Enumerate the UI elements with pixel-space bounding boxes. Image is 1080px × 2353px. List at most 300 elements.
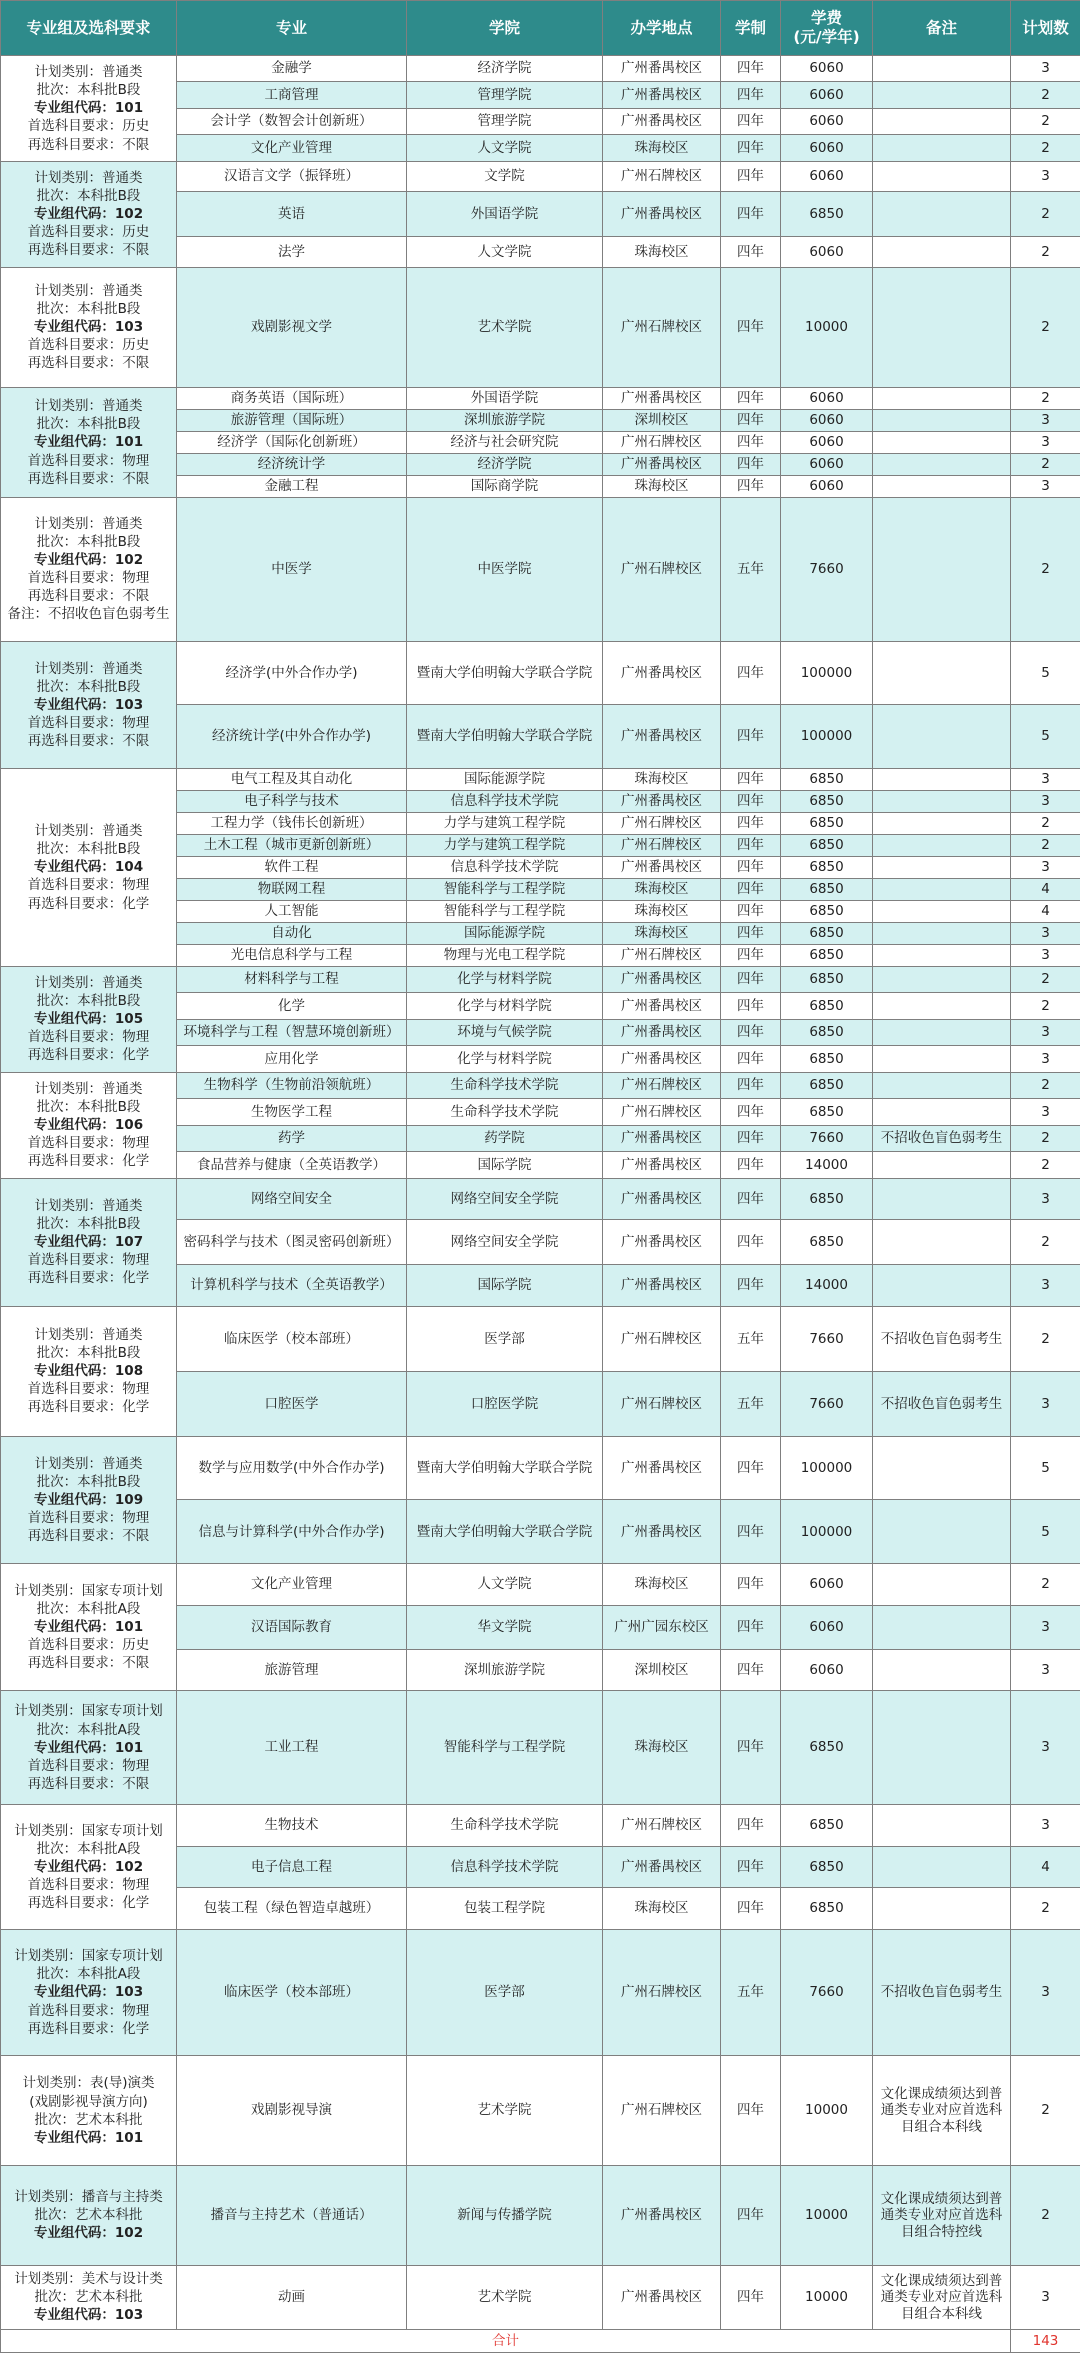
group-code: 专业组代码：108 [33,1363,144,1380]
cell-note [873,900,1011,922]
cell-college: 人文学院 [407,135,603,161]
group-requirements [1,1436,177,1563]
cell-major: 旅游管理（国际班） [177,410,407,432]
group-requirement-line: 计划类别：普通类 [34,169,143,186]
cell-note [873,705,1011,769]
cell-campus: 广州番禺校区 [603,454,721,476]
cell-campus: 广州番禺校区 [603,1125,721,1151]
group-requirement-line: 首选科目要求：历史 [27,118,150,135]
cell-duration: 四年 [721,812,781,834]
cell-note [873,82,1011,108]
cell-fee: 6060 [781,410,873,432]
cell-campus: 广州番禺校区 [603,705,721,769]
cell-college: 管理学院 [407,82,603,108]
group-requirement-line: 再选科目要求：化学 [27,1047,150,1064]
cell-plan: 3 [1011,1649,1080,1691]
cell-duration: 四年 [721,267,781,387]
total-row [1,2330,1080,2353]
cell-college: 信息科学技术学院 [407,856,603,878]
cell-duration: 四年 [721,1178,781,1220]
cell-note [873,108,1011,134]
cell-campus: 广州石牌校区 [603,1072,721,1098]
cell-duration: 四年 [721,1265,781,1307]
table-row [1,2265,1080,2329]
cell-duration: 四年 [721,1804,781,1846]
group-requirement-line: 首选科目要求：物理 [27,2002,150,2019]
cell-fee: 7660 [781,498,873,642]
group-requirement-line: 首选科目要求：历史 [27,337,150,354]
cell-duration: 五年 [721,498,781,642]
cell-duration: 四年 [721,705,781,769]
cell-plan: 2 [1011,388,1080,410]
group-requirement-line: 计划类别：普通类 [34,1198,143,1215]
cell-duration: 四年 [721,1046,781,1072]
cell-note: 文化课成绩须达到普通类专业对应首选科目组合特控线 [873,2166,1011,2266]
cell-duration: 五年 [721,1929,781,2055]
cell-duration: 四年 [721,135,781,161]
cell-major: 包装工程（绿色智造卓越班） [177,1888,407,1930]
group-requirement-line: 计划类别：播音与主持类 [14,2189,163,2206]
cell-major: 汉语言文学（振铎班） [177,161,407,191]
group-requirement-line: 再选科目要求：不限 [27,1528,150,1544]
cell-campus: 广州番禺校区 [603,82,721,108]
cell-campus: 广州番禺校区 [603,790,721,812]
group-requirements [1,1564,177,1691]
cell-plan: 4 [1011,900,1080,922]
cell-fee: 6060 [781,388,873,410]
cell-plan: 5 [1011,1500,1080,1564]
total-value: 143 [1011,2330,1080,2353]
cell-note [873,410,1011,432]
group-code: 专业组代码：103 [33,1984,144,2001]
cell-plan: 3 [1011,410,1080,432]
cell-plan: 4 [1011,1846,1080,1888]
cell-fee: 7660 [781,1929,873,2055]
cell-college: 生命科学技术学院 [407,1099,603,1125]
cell-campus: 广州石牌校区 [603,1099,721,1125]
cell-fee: 6850 [781,922,873,944]
cell-campus: 珠海校区 [603,237,721,267]
cell-fee: 6850 [781,790,873,812]
cell-major: 密码科学与技术（图灵密码创新班） [177,1220,407,1265]
cell-note [873,1178,1011,1220]
cell-campus: 广州石牌校区 [603,812,721,834]
cell-campus: 广州石牌校区 [603,2056,721,2166]
cell-duration: 四年 [721,900,781,922]
cell-plan: 2 [1011,1152,1080,1178]
group-requirement-line: 再选科目要求：化学 [27,1895,150,1912]
group-code: 专业组代码：101 [33,100,144,117]
cell-fee: 6850 [781,1099,873,1125]
group-requirements [1,498,177,642]
cell-plan: 4 [1011,878,1080,900]
group-requirement-line: 再选科目要求：化学 [27,895,150,912]
cell-fee: 7660 [781,1125,873,1151]
cell-fee: 14000 [781,1152,873,1178]
group-requirement-line: 计划类别：普通类 [34,64,143,81]
cell-fee: 6060 [781,82,873,108]
cell-duration: 四年 [721,641,781,705]
cell-duration: 四年 [721,2166,781,2266]
cell-college: 国际学院 [407,1152,603,1178]
cell-plan: 2 [1011,237,1080,267]
cell-note [873,1265,1011,1307]
cell-fee: 7660 [781,1307,873,1372]
group-requirement-line: 批次：本科批B段 [36,993,141,1010]
cell-plan: 2 [1011,2166,1080,2266]
cell-duration: 四年 [721,1846,781,1888]
cell-fee: 6850 [781,834,873,856]
group-requirement-line: 首选科目要求：物理 [27,714,150,731]
cell-fee: 100000 [781,1500,873,1564]
table-row [1,1307,1080,1372]
cell-duration: 四年 [721,922,781,944]
cell-duration: 五年 [721,1371,781,1436]
group-requirement-line: 批次：本科批B段 [36,82,141,99]
cell-college: 智能科学与工程学院 [407,1691,603,1804]
cell-plan: 2 [1011,192,1080,237]
group-requirement-line: 再选科目要求：化学 [27,1270,150,1287]
group-requirement-line: 首选科目要求：历史 [27,224,150,241]
group-code: 专业组代码：103 [33,319,144,336]
cell-fee: 6850 [781,900,873,922]
group-requirements [1,641,177,768]
cell-campus: 深圳校区 [603,410,721,432]
group-requirement-line: 批次：本科批A段 [36,1721,141,1738]
cell-plan: 3 [1011,1929,1080,2055]
group-code: 专业组代码：105 [33,1011,144,1028]
group-requirement-line: 批次：本科批B段 [36,301,141,318]
cell-college: 经济与社会研究院 [407,432,603,454]
cell-major: 经济统计学(中外合作办学) [177,705,407,769]
cell-note [873,432,1011,454]
header-note: 备注 [873,1,1011,56]
header-campus: 办学地点 [603,1,721,56]
group-code: 专业组代码：101 [33,2129,144,2146]
group-requirements [1,56,177,162]
cell-campus: 广州石牌校区 [603,1804,721,1846]
group-requirement-line: 批次：本科批B段 [36,1216,141,1233]
cell-college: 生命科学技术学院 [407,1804,603,1846]
cell-fee: 6060 [781,476,873,498]
group-requirement-line: 批次：艺术本科批 [34,2111,143,2128]
cell-plan: 3 [1011,944,1080,966]
group-code: 专业组代码：101 [33,1739,144,1756]
cell-college: 深圳旅游学院 [407,1649,603,1691]
cell-major: 软件工程 [177,856,407,878]
group-code: 专业组代码：109 [33,1491,144,1508]
cell-fee: 6850 [781,812,873,834]
cell-duration: 四年 [721,237,781,267]
cell-duration: 四年 [721,1019,781,1045]
group-requirement-line: 计划类别：普通类 [34,1327,143,1344]
cell-fee: 6850 [781,192,873,237]
group-requirements [1,2265,177,2329]
table-row [1,966,1080,992]
cell-duration: 四年 [721,1691,781,1804]
table-row [1,1436,1080,1500]
group-requirements [1,1691,177,1804]
group-requirement-line: 计划类别：普通类 [34,1080,143,1097]
cell-note [873,1072,1011,1098]
table-row [1,56,1080,82]
cell-major: 戏剧影视文学 [177,267,407,387]
cell-campus: 广州番禺校区 [603,1178,721,1220]
cell-plan: 3 [1011,161,1080,191]
cell-major: 土木工程（城市更新创新班） [177,834,407,856]
cell-plan: 3 [1011,790,1080,812]
cell-note [873,922,1011,944]
cell-duration: 五年 [721,1307,781,1372]
cell-campus: 珠海校区 [603,878,721,900]
cell-plan: 3 [1011,768,1080,790]
cell-campus: 深圳校区 [603,1649,721,1691]
cell-major: 食品营养与健康（全英语教学） [177,1152,407,1178]
cell-major: 戏剧影视导演 [177,2056,407,2166]
group-requirements [1,2166,177,2266]
cell-major: 经济学（国际化创新班） [177,432,407,454]
cell-plan: 2 [1011,108,1080,134]
table-row [1,1564,1080,1606]
cell-duration: 四年 [721,1649,781,1691]
cell-note [873,1019,1011,1045]
cell-campus: 珠海校区 [603,922,721,944]
cell-major: 生物科学（生物前沿领航班） [177,1072,407,1098]
cell-note [873,878,1011,900]
group-requirements [1,1929,177,2055]
cell-plan: 2 [1011,1307,1080,1372]
group-requirement-line: 首选科目要求：物理 [27,1029,150,1046]
cell-fee: 6060 [781,454,873,476]
cell-plan: 5 [1011,1436,1080,1500]
cell-plan: 3 [1011,1691,1080,1804]
cell-campus: 珠海校区 [603,1564,721,1606]
group-requirements [1,2056,177,2166]
cell-college: 化学与材料学院 [407,966,603,992]
cell-plan: 3 [1011,1605,1080,1649]
cell-plan: 2 [1011,1888,1080,1930]
cell-fee: 100000 [781,1436,873,1500]
table-row [1,161,1080,191]
cell-campus: 广州石牌校区 [603,432,721,454]
cell-college: 信息科学技术学院 [407,790,603,812]
cell-college: 国际学院 [407,1265,603,1307]
cell-fee: 6850 [781,768,873,790]
cell-duration: 四年 [721,1888,781,1930]
group-requirement-line: 批次：本科批A段 [36,1601,141,1618]
header-plan: 计划数 [1011,1,1080,56]
cell-plan: 2 [1011,1072,1080,1098]
cell-plan: 2 [1011,82,1080,108]
cell-major: 药学 [177,1125,407,1151]
cell-college: 网络空间安全学院 [407,1220,603,1265]
cell-fee: 6850 [781,1178,873,1220]
cell-note: 不招收色盲色弱考生 [873,1371,1011,1436]
table-row [1,498,1080,642]
cell-note [873,1099,1011,1125]
cell-plan: 2 [1011,498,1080,642]
cell-note [873,1888,1011,1930]
group-requirement-line: 计划类别：普通类 [34,975,143,992]
cell-campus: 珠海校区 [603,768,721,790]
group-requirement-line: 计划类别：表(导)演类 [22,2075,155,2092]
group-requirement-line: 备注：不招收色盲色弱考生 [7,606,170,623]
cell-major: 工程力学（钱伟长创新班） [177,812,407,834]
cell-duration: 四年 [721,1564,781,1606]
cell-fee: 6850 [781,944,873,966]
cell-plan: 2 [1011,1125,1080,1151]
cell-note [873,388,1011,410]
cell-campus: 广州番禺校区 [603,108,721,134]
group-requirement-line: 计划类别：国家专项计划 [14,1822,163,1839]
cell-major: 播音与主持艺术（普通话） [177,2166,407,2266]
cell-fee: 6850 [781,993,873,1019]
group-requirement-line: 首选科目要求：物理 [27,1381,150,1398]
cell-plan: 5 [1011,641,1080,705]
cell-fee: 6060 [781,237,873,267]
header-fee-line2: (元/学年) [793,28,860,46]
cell-campus: 广州石牌校区 [603,1929,721,2055]
cell-duration: 四年 [721,454,781,476]
cell-campus: 广州石牌校区 [603,498,721,642]
cell-college: 网络空间安全学院 [407,1178,603,1220]
group-requirement-line: 首选科目要求：物理 [27,1757,150,1774]
cell-campus: 广州石牌校区 [603,1307,721,1372]
table-row [1,2166,1080,2266]
cell-major: 文化产业管理 [177,1564,407,1606]
cell-campus: 珠海校区 [603,135,721,161]
cell-campus: 广州番禺校区 [603,1846,721,1888]
cell-fee: 10000 [781,267,873,387]
group-requirement-line: 再选科目要求：不限 [27,1775,150,1792]
cell-duration: 四年 [721,82,781,108]
group-code: 专业组代码：101 [33,1619,144,1636]
cell-college: 暨南大学伯明翰大学联合学院 [407,1500,603,1564]
group-requirement-line: 再选科目要求：不限 [27,588,150,605]
group-requirement-line: 批次：本科批B段 [36,534,141,551]
cell-major: 化学 [177,993,407,1019]
group-requirement-line: 再选科目要求：不限 [27,355,150,372]
cell-college: 国际能源学院 [407,922,603,944]
cell-major: 旅游管理 [177,1649,407,1691]
cell-major: 金融学 [177,56,407,82]
cell-college: 人文学院 [407,1564,603,1606]
cell-campus: 广州番禺校区 [603,1152,721,1178]
cell-major: 会计学（数智会计创新班） [177,108,407,134]
table-row [1,1178,1080,1220]
cell-note [873,856,1011,878]
cell-duration: 四年 [721,790,781,812]
cell-note [873,1436,1011,1500]
cell-major: 工商管理 [177,82,407,108]
group-requirement-line: 再选科目要求：化学 [27,1399,150,1416]
cell-fee: 6850 [781,1846,873,1888]
cell-fee: 6850 [781,878,873,900]
group-requirement-line: 计划类别：普通类 [34,1455,143,1472]
cell-duration: 四年 [721,1220,781,1265]
cell-duration: 四年 [721,1125,781,1151]
cell-plan: 3 [1011,2265,1080,2329]
cell-plan: 2 [1011,1564,1080,1606]
cell-major: 环境科学与工程（智慧环境创新班） [177,1019,407,1045]
group-code: 专业组代码：107 [33,1234,144,1251]
cell-duration: 四年 [721,1500,781,1564]
group-requirement-line: 计划类别：国家专项计划 [14,1583,163,1600]
cell-campus: 广州石牌校区 [603,267,721,387]
group-requirement-line: 再选科目要求：化学 [27,2020,150,2037]
group-requirement-line: 计划类别：普通类 [34,516,143,533]
cell-duration: 四年 [721,432,781,454]
cell-note [873,135,1011,161]
cell-college: 口腔医学院 [407,1371,603,1436]
header-group: 专业组及选科要求 [1,1,177,56]
group-requirement-line: 首选科目要求：物理 [27,1509,150,1526]
cell-duration: 四年 [721,410,781,432]
cell-plan: 2 [1011,1220,1080,1265]
group-code: 专业组代码：102 [33,1858,144,1875]
cell-plan: 3 [1011,1046,1080,1072]
table-body [1,56,1080,2330]
cell-plan: 3 [1011,56,1080,82]
cell-note [873,1220,1011,1265]
cell-note [873,1605,1011,1649]
cell-major: 计算机科学与技术（全英语教学） [177,1265,407,1307]
cell-duration: 四年 [721,944,781,966]
group-requirements [1,768,177,966]
cell-fee: 6850 [781,1220,873,1265]
cell-campus: 珠海校区 [603,1691,721,1804]
cell-note [873,1691,1011,1804]
cell-plan: 2 [1011,135,1080,161]
cell-fee: 6060 [781,432,873,454]
cell-duration: 四年 [721,476,781,498]
cell-campus: 珠海校区 [603,1888,721,1930]
cell-campus: 广州番禺校区 [603,1046,721,1072]
cell-note [873,993,1011,1019]
table-row [1,388,1080,410]
cell-college: 包装工程学院 [407,1888,603,1930]
cell-major: 电子信息工程 [177,1846,407,1888]
cell-plan: 2 [1011,993,1080,1019]
header-fee-line1: 学费 [810,9,842,28]
cell-major: 商务英语（国际班） [177,388,407,410]
group-code: 专业组代码：106 [33,1117,144,1134]
cell-note [873,812,1011,834]
cell-duration: 四年 [721,1099,781,1125]
cell-note [873,1649,1011,1691]
cell-plan: 3 [1011,476,1080,498]
group-requirement-line: 批次：本科批B段 [36,678,141,695]
cell-note [873,834,1011,856]
cell-major: 人工智能 [177,900,407,922]
group-code: 专业组代码：102 [33,206,144,223]
table-row [1,641,1080,705]
cell-note [873,944,1011,966]
cell-duration: 四年 [721,2265,781,2329]
cell-note [873,1846,1011,1888]
group-requirement-line: 批次：本科批B段 [36,188,141,205]
cell-major: 英语 [177,192,407,237]
cell-major: 汉语国际教育 [177,1605,407,1649]
group-requirement-line: 再选科目要求：不限 [27,136,150,153]
group-requirements [1,161,177,267]
cell-major: 法学 [177,237,407,267]
cell-college: 暨南大学伯明翰大学联合学院 [407,1436,603,1500]
cell-major: 动画 [177,2265,407,2329]
cell-duration: 四年 [721,856,781,878]
cell-note: 不招收色盲色弱考生 [873,1929,1011,2055]
cell-duration: 四年 [721,388,781,410]
